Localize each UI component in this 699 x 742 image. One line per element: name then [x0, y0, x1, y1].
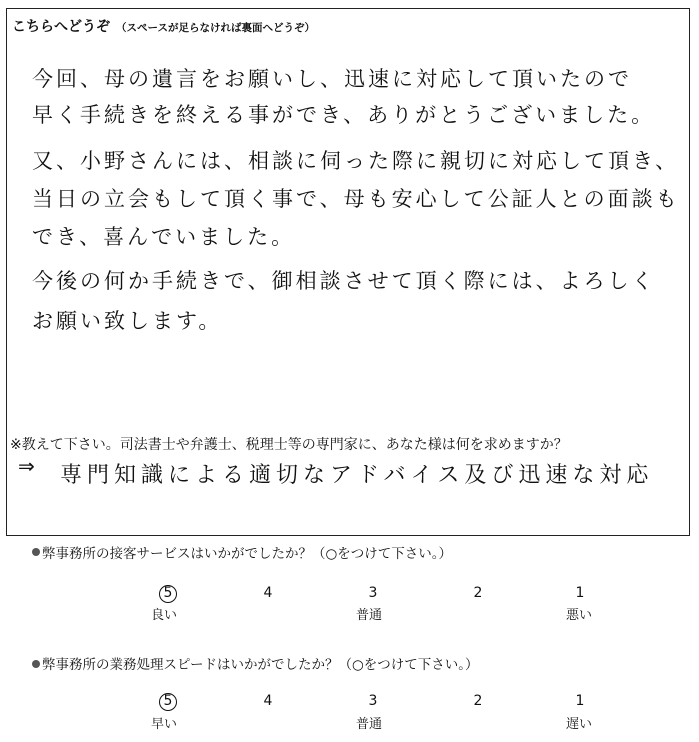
comment-header	[12, 16, 315, 36]
rating-label-high: 早い	[151, 717, 178, 732]
rating-option-3[interactable]: 3	[368, 585, 378, 601]
bullet-icon	[32, 548, 40, 556]
header-title: こちらへどうぞ	[12, 19, 110, 35]
rating-option-5[interactable]: 5	[163, 693, 173, 709]
rating-option-2[interactable]: 2	[473, 693, 483, 709]
rating-label-low: 遅い	[566, 717, 593, 732]
rating-option-5[interactable]: 5	[163, 585, 173, 601]
message-line-4: 当日の立会もして頂く事で、母も安心して公証人との面談も	[32, 187, 680, 211]
message-line-5: でき、喜んでいました。	[32, 225, 296, 249]
header-note: （スペースが足らなければ裏面へどうぞ）	[116, 22, 315, 34]
rating-label-high: 良い	[151, 608, 178, 623]
message-line-3: 又、小野さんには、相談に伺った際に親切に対応して頂き、	[32, 149, 680, 173]
answer-arrow-icon: ⇒	[18, 454, 35, 478]
message-line-1: 今回、母の遺言をお願いし、迅速に対応して頂いたので	[32, 67, 632, 91]
rating-option-1[interactable]: 1	[575, 693, 585, 709]
message-line-6: 今後の何か手続きで、御相談させて頂く際には、よろしく	[32, 269, 656, 293]
rating-option-3[interactable]: 3	[368, 693, 378, 709]
answer-text: 専門知識による適切なアドバイス及び迅速な対応	[60, 463, 654, 488]
bullet-icon	[32, 660, 40, 668]
message-line-7: お願い致します。	[32, 309, 223, 333]
rating-option-1[interactable]: 1	[575, 585, 585, 601]
rating-option-4[interactable]: 4	[263, 693, 273, 709]
survey-question-1: 弊事務所の接客サービスはいかがでしたか？（○をつけて下さい。）	[42, 546, 453, 562]
rating-option-4[interactable]: 4	[263, 585, 273, 601]
question-prompt: ※教えて下さい。司法書士や弁護士、税理士等の専門家に、あなた様は何を求めますか？	[10, 437, 568, 453]
message-line-2: 早く手続きを終える事ができ、ありがとうございました。	[32, 103, 656, 127]
survey-question-2: 弊事務所の業務処理スピードはいかがでしたか？（○をつけて下さい。）	[42, 657, 479, 673]
rating-option-2[interactable]: 2	[473, 585, 483, 601]
rating-label-mid: 普通	[356, 717, 383, 732]
rating-label-mid: 普通	[356, 608, 383, 623]
rating-label-low: 悪い	[566, 608, 593, 623]
